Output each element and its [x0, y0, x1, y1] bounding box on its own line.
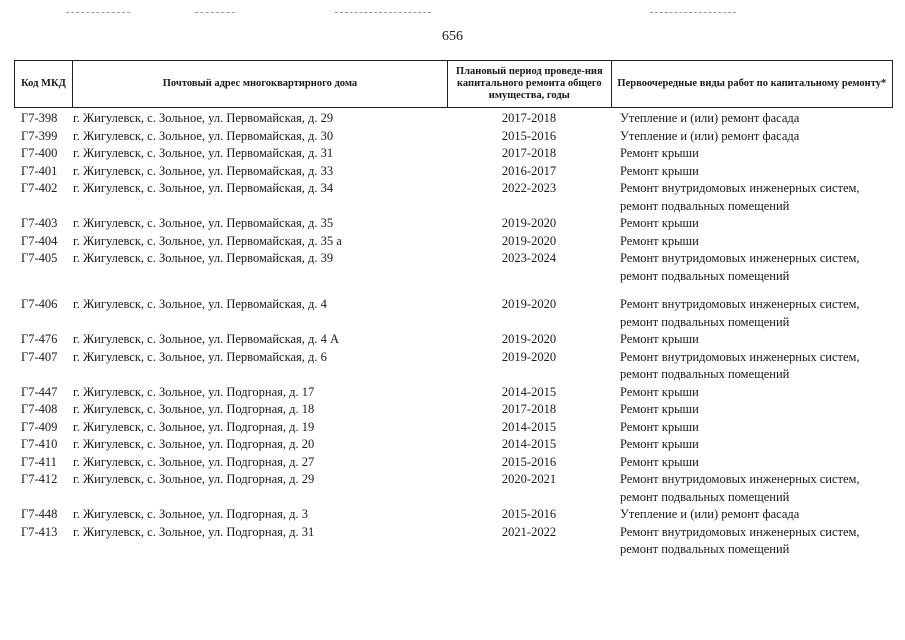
cell-address: г. Жигулевск, с. Зольное, ул. Первомайская, д. 33	[73, 163, 334, 178]
cell-address: г. Жигулевск, с. Зольное, ул. Первомайская, д. 34	[73, 181, 334, 195]
cell-works: Ремонт крыши	[620, 216, 699, 230]
cell-address: г. Жигулевск, с. Зольное, ул. Первомайская, д. 31	[73, 146, 334, 160]
table-row	[14, 180, 893, 215]
header-address: Почтовый адрес многоквартирного дома	[72, 61, 447, 107]
cell-works: Ремонт крыши	[620, 233, 699, 248]
cell-works: Ремонт крыши	[620, 384, 699, 399]
cell-code: Г7-413	[21, 524, 58, 539]
table-row	[14, 145, 893, 163]
scan-artifact-line	[335, 12, 431, 13]
cell-period: 2017-2018	[501, 146, 557, 160]
cell-period: 2014-2015	[501, 419, 557, 434]
table-row	[14, 250, 893, 285]
cell-code: Г7-400	[21, 146, 58, 160]
cell-works: Ремонт крыши	[620, 402, 699, 416]
cell-works: Ремонт крыши	[620, 146, 699, 160]
table-body	[14, 110, 893, 559]
cell-code: Г7-403	[21, 216, 58, 230]
cell-period: 2014-2015	[501, 437, 557, 451]
cell-period: 2020-2021	[501, 472, 557, 486]
cell-period: 2015-2016	[501, 454, 557, 469]
cell-code: Г7-409	[21, 419, 58, 434]
table-row	[14, 506, 893, 524]
cell-code: Г7-476	[21, 332, 58, 346]
cell-code: Г7-402	[21, 181, 58, 195]
header-period: Плановый период проведе-ния капитального ремонта общего имущества, годы	[447, 61, 611, 107]
cell-works: Утепление и (или) ремонт фасада	[620, 507, 800, 521]
table-row	[14, 384, 893, 402]
table-row	[14, 471, 893, 506]
cell-code: Г7-401	[21, 163, 58, 178]
cell-period: 2016-2017	[501, 163, 557, 178]
table-row	[14, 419, 893, 437]
table-row	[14, 110, 893, 128]
cell-address: г. Жигулевск, с. Зольное, ул. Подгорная, д. 19	[73, 419, 315, 434]
table-header	[14, 60, 893, 108]
cell-code: Г7-406	[21, 297, 58, 311]
cell-works: Ремонт крыши	[620, 437, 699, 451]
cell-code: Г7-412	[21, 472, 58, 486]
cell-code: Г7-407	[21, 349, 58, 364]
table-row	[14, 331, 893, 349]
cell-code: Г7-404	[21, 233, 58, 248]
table-row	[14, 401, 893, 419]
page-number: 656	[442, 29, 463, 44]
cell-works: Ремонт внутридомовых инженерных систем, ремонт подвальных помещений	[620, 297, 860, 329]
cell-address: г. Жигулевск, с. Зольное, ул. Подгорная, д. 31	[73, 524, 315, 539]
cell-address: г. Жигулевск, с. Зольное, ул. Первомайская, д. 39	[73, 251, 334, 265]
cell-address: г. Жигулевск, с. Зольное, ул. Первомайская, д. 4	[73, 297, 327, 311]
cell-works: Утепление и (или) ремонт фасада	[620, 128, 800, 143]
cell-works: Ремонт внутридомовых инженерных систем, ремонт подвальных помещений	[620, 472, 860, 504]
cell-works: Ремонт внутридомовых инженерных систем, ремонт подвальных помещений	[620, 524, 860, 556]
table-row	[14, 233, 893, 251]
cell-address: г. Жигулевск, с. Зольное, ул. Подгорная, д. 3	[73, 507, 309, 521]
cell-works: Ремонт крыши	[620, 163, 699, 178]
cell-works: Ремонт крыши	[620, 332, 699, 346]
cell-code: Г7-447	[21, 384, 58, 399]
cell-address: г. Жигулевск, с. Зольное, ул. Подгорная, д. 29	[73, 472, 315, 486]
cell-code: Г7-411	[21, 454, 57, 469]
cell-period: 2015-2016	[501, 507, 557, 521]
cell-address: г. Жигулевск, с. Зольное, ул. Первомайская, д. 29	[73, 111, 334, 125]
cell-address: г. Жигулевск, с. Зольное, ул. Первомайская, д. 35 а	[73, 233, 342, 248]
table-row	[14, 163, 893, 181]
header-code: Код МКД	[21, 78, 66, 89]
cell-address: г. Жигулевск, с. Зольное, ул. Подгорная, д. 17	[73, 384, 315, 399]
table-row	[14, 215, 893, 233]
table-row	[14, 349, 893, 384]
cell-works: Ремонт крыши	[620, 419, 699, 434]
cell-period: 2019-2020	[501, 233, 557, 248]
table-row	[14, 524, 893, 559]
cell-works: Ремонт внутридомовых инженерных систем, ремонт подвальных помещений	[620, 181, 860, 213]
cell-address: г. Жигулевск, с. Зольное, ул. Подгорная, д. 18	[73, 402, 315, 416]
scan-artifact-line	[195, 12, 235, 13]
cell-address: г. Жигулевск, с. Зольное, ул. Подгорная, д. 27	[73, 454, 315, 469]
cell-period: 2021-2022	[501, 524, 557, 539]
cell-code: Г7-405	[21, 251, 58, 265]
cell-works: Ремонт внутридомовых инженерных систем, ремонт подвальных помещений	[620, 349, 860, 381]
cell-period: 2019-2020	[501, 297, 557, 311]
cell-code: Г7-398	[21, 111, 58, 125]
cell-address: г. Жигулевск, с. Зольное, ул. Первомайская, д. 6	[73, 349, 327, 364]
header-works: Первоочередные виды работ по капитальному ремонту*	[611, 61, 892, 107]
table-row	[14, 436, 893, 454]
row-spacer	[14, 285, 893, 296]
cell-code: Г7-410	[21, 437, 58, 451]
cell-works: Ремонт внутридомовых инженерных систем, ремонт подвальных помещений	[620, 251, 860, 283]
cell-period: 2019-2020	[501, 349, 557, 364]
cell-code: Г7-399	[21, 128, 58, 143]
cell-period: 2017-2018	[501, 111, 557, 125]
table-row	[14, 296, 893, 331]
cell-period: 2014-2015	[501, 384, 557, 399]
cell-works: Утепление и (или) ремонт фасада	[620, 111, 800, 125]
cell-period: 2019-2020	[501, 216, 557, 230]
cell-address: г. Жигулевск, с. Зольное, ул. Подгорная, д. 20	[73, 437, 315, 451]
scan-artifact-line	[66, 12, 130, 13]
cell-address: г. Жигулевск, с. Зольное, ул. Первомайская, д. 30	[73, 128, 334, 143]
cell-period: 2019-2020	[501, 332, 557, 346]
capital-repair-table	[14, 60, 893, 559]
cell-period: 2017-2018	[501, 402, 557, 416]
cell-code: Г7-448	[21, 507, 58, 521]
cell-code: Г7-408	[21, 402, 58, 416]
table-row	[14, 454, 893, 472]
cell-period: 2023-2024	[501, 251, 557, 265]
cell-period: 2022-2023	[501, 181, 557, 195]
cell-works: Ремонт крыши	[620, 454, 699, 469]
scan-artifact-line	[650, 12, 736, 13]
cell-address: г. Жигулевск, с. Зольное, ул. Первомайская, д. 4 А	[73, 332, 340, 346]
cell-address: г. Жигулевск, с. Зольное, ул. Первомайская, д. 35	[73, 216, 334, 230]
cell-period: 2015-2016	[501, 128, 557, 143]
table-row	[14, 128, 893, 146]
